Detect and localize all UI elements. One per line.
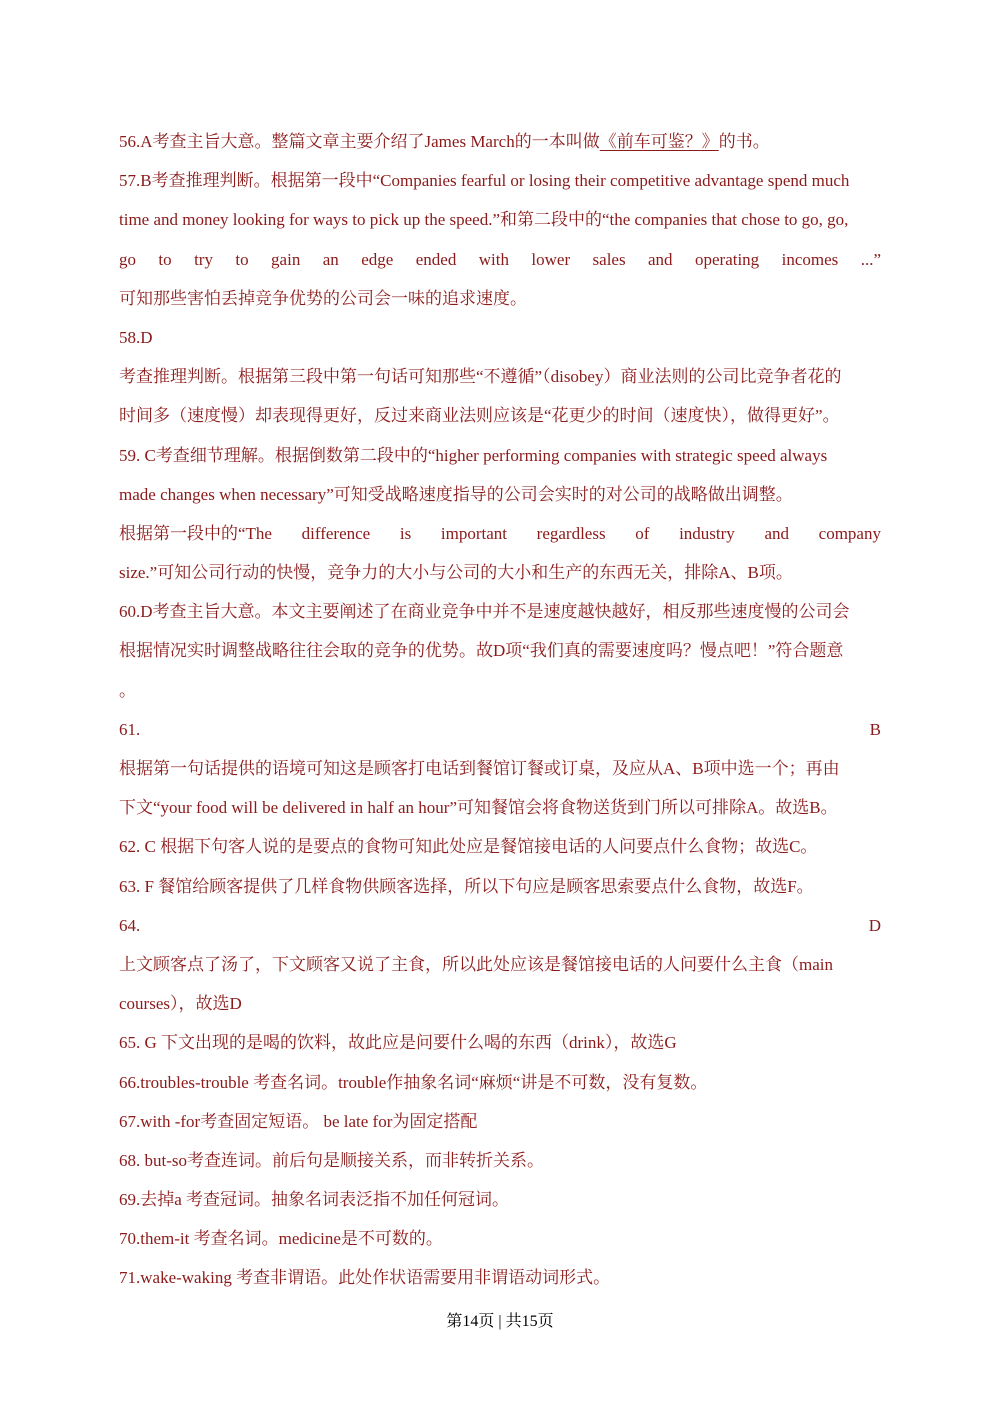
line-57-1: 57.B考查推理判断。根据第一段中“Companies fearful or losing their competitive advantage spend much	[119, 171, 850, 191]
line-66: 66.troubles-trouble 考查名词。trouble作抽象名词“麻烦“讲是不可数，没有复数。	[119, 1072, 708, 1092]
line-60-3: 。	[119, 680, 136, 700]
line-67: 67.with -for考查固定短语。 be late for为固定搭配	[119, 1111, 478, 1131]
word: an	[322, 249, 339, 269]
word: ended	[415, 249, 457, 269]
word: sales	[592, 249, 626, 269]
line-70: 70.them-it 考查名词。medicine是不可数的。	[119, 1229, 443, 1249]
line-57-2: time and money looking for ways to pick up the speed.”和第二段中的“the companies that chose to go, go,	[119, 210, 849, 230]
book-title: 《前车可鉴？》	[599, 132, 719, 151]
line-63: 63. F 餐馆给顾客提供了几样食物供顾客选择，所以下句应是顾客思索要点什么食物，故选F。	[119, 876, 814, 896]
word: operating	[694, 249, 760, 269]
word: with	[478, 249, 509, 269]
word: important	[440, 523, 507, 543]
line-59-4: size.”可知公司行动的快慢，竞争力的大小与公司的大小和生产的东西无关，排除A、B项。	[119, 563, 793, 583]
line-61-3: 下文“your food will be delivered in half an hour”可知餐馆会将食物送货到门所以可排除A。故选B。	[119, 798, 838, 818]
line-64-2: 上文顾客点了汤了，下文顾客又说了主食，所以此处应该是餐馆接电话的人问要什么主食（main	[119, 954, 833, 974]
line-57-4: 可知那些害怕丢掉竞争优势的公司会一味的追求速度。	[119, 288, 527, 308]
word: and	[648, 249, 673, 269]
line-65: 65. G 下文出现的是喝的饮料，故此应是问要什么喝的东西（drink），故选G	[119, 1033, 677, 1053]
line-61-2: 根据第一句话提供的语境可知这是顾客打电话到餐馆订餐或订桌，及应从A、B项中选一个；再由	[119, 759, 840, 778]
line-57-3	[119, 240, 881, 279]
word: edge	[361, 249, 394, 269]
answer-letter: D	[868, 915, 881, 935]
word: of	[635, 523, 650, 543]
word: go	[119, 249, 136, 269]
word: to	[235, 249, 249, 269]
line-58-2: 考查推理判断。根据第三段中第一句话可知那些“不遵循”（disobey）商业法则的公司比竞争者花的	[119, 367, 842, 387]
line-58-1: 58.D	[119, 327, 153, 347]
word: lower	[531, 249, 571, 269]
line-60-1: 60.D考查主旨大意。本文主要阐述了在商业竞争中并不是速度越快越好，相反那些速度慢的公司会	[119, 602, 850, 622]
word: is	[399, 523, 412, 543]
line-58-3: 时间多（速度慢）却表现得更好，反过来商业法则应该是“花更少的时间（速度快），做得更好”。	[119, 406, 840, 426]
line-59-2: made changes when necessary”可知受战略速度指导的公司会实时的对公司的战略做出调整。	[119, 484, 793, 504]
word: ...”	[860, 249, 881, 269]
word: regardless	[536, 523, 606, 543]
word: 根据第一段中的“The	[119, 523, 272, 543]
line-61-1	[119, 710, 881, 749]
line-64-3: courses），故选D	[119, 994, 242, 1014]
word: incomes	[781, 249, 839, 269]
word: gain	[271, 249, 301, 269]
word: industry	[679, 523, 735, 543]
word: company	[818, 523, 881, 543]
answer-letter: B	[869, 719, 881, 739]
word: and	[764, 523, 789, 543]
answer-explanations	[119, 122, 881, 1298]
line-62: 62. C 根据下句客人说的是要点的食物可知此处应是餐馆接电话的人问要点什么食物；故选C。	[119, 837, 818, 857]
question-number: 61.	[119, 719, 141, 739]
line-71: 71.wake-waking 考查非谓语。此处作状语需要用非谓语动词形式。	[119, 1268, 611, 1288]
question-number: 64.	[119, 915, 141, 935]
word: to	[158, 249, 172, 269]
page-footer: 第14页 | 共15页	[446, 1313, 554, 1330]
line-69: 69.去掉a 考查冠词。抽象名词表泛指不加任何冠词。	[119, 1190, 510, 1210]
line-64-1	[119, 906, 881, 945]
word: difference	[301, 523, 371, 543]
line-59-1: 59. C考查细节理解。根据倒数第二段中的“higher performing companies with strategic speed always	[119, 445, 828, 465]
word: try	[194, 249, 213, 269]
line-68: 68. but-so考查连词。前后句是顺接关系，而非转折关系。	[119, 1150, 544, 1170]
line-56: 56.A考查主旨大意。整篇文章主要介绍了James March的一本叫做《前车可鉴？》的书。	[119, 132, 770, 151]
line-60-2: 根据情况实时调整战略往往会取的竞争的优势。故D项“我们真的需要速度吗？慢点吧！”符合题意	[119, 641, 844, 661]
line-59-3	[119, 514, 881, 553]
